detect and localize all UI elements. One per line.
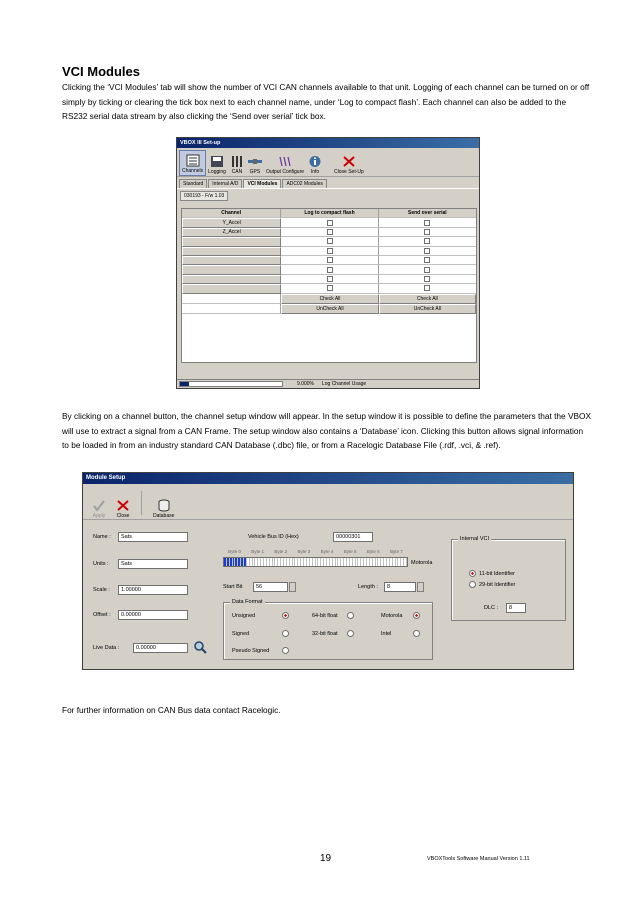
tab-vci-modules[interactable]: VCI Modules xyxy=(243,179,281,188)
channel-button[interactable] xyxy=(182,237,281,246)
tab-adc02-modules[interactable]: ADC02 Modules xyxy=(282,179,326,188)
units-label: Units : xyxy=(93,561,109,567)
bus-id-field[interactable]: 00000301 xyxy=(333,532,373,542)
start-bit-field[interactable]: 56 xyxy=(253,582,288,592)
byte-label: Byte 1 xyxy=(251,549,265,554)
serial-cell xyxy=(379,284,476,293)
name-label: Name : xyxy=(93,534,111,540)
vbox-title: VBOX III Set-up xyxy=(177,138,479,148)
byte-label: Byte 0 xyxy=(228,549,241,554)
log-uncheck-all-button[interactable]: UnCheck All xyxy=(281,304,378,314)
channel-row xyxy=(182,275,476,284)
motorola-radio[interactable] xyxy=(413,612,420,619)
serial-checkbox[interactable] xyxy=(424,257,430,263)
output-icon xyxy=(278,155,292,168)
byte-label: Byte 6 xyxy=(366,549,380,554)
log-cell xyxy=(281,265,378,274)
close-setup-button[interactable] xyxy=(332,150,366,176)
log-checkbox[interactable] xyxy=(327,238,333,244)
log-check-all-button[interactable]: Check All xyxy=(281,294,378,304)
can-icon xyxy=(230,155,244,168)
log-cell xyxy=(281,237,378,246)
magnifier-icon[interactable] xyxy=(193,640,207,654)
name-field[interactable]: Sats xyxy=(118,532,188,542)
can-label: CAN xyxy=(231,169,243,175)
checkmark-icon xyxy=(92,499,106,512)
logging-button[interactable] xyxy=(206,150,228,176)
dlc-label: DLC : xyxy=(484,605,499,611)
channel-button[interactable] xyxy=(182,265,281,274)
serial-cell xyxy=(379,218,476,227)
vbox-toolbar xyxy=(177,148,479,177)
serial-cell xyxy=(379,228,476,237)
grid-button-row xyxy=(182,304,476,314)
setup-paragraph: By clicking on a channel button, the channel setup window will appear. In the setup window it is possible to define the parameters that the VBOX will use to extract a signal from a CAN Frame. The setup window also contains a ‘Database’ icon. Clicking this button allows signal information to be loaded in from an industry standard CAN Database (.dbc) file, or from a Racelogic Database File (.rdf, .vci, & .ref). xyxy=(62,411,592,450)
scale-label: Scale : xyxy=(93,587,110,593)
byte-label: Byte 3 xyxy=(297,549,311,554)
channel-row xyxy=(182,256,476,265)
log-cell xyxy=(281,228,378,237)
close-label: Close xyxy=(116,513,130,519)
log-checkbox[interactable] xyxy=(327,267,333,273)
log-checkbox[interactable] xyxy=(327,220,333,226)
grid-empty-area xyxy=(182,314,476,362)
bus-id-label: Vehicle Bus ID (Hex) xyxy=(248,534,299,540)
internal-vci-group xyxy=(451,536,566,621)
intel-label: Intel xyxy=(381,631,392,637)
id11-label: 11-bit Identifier xyxy=(479,571,515,577)
floppy-icon xyxy=(210,155,224,168)
close-icon xyxy=(342,155,356,168)
id29-radio[interactable] xyxy=(469,581,476,588)
f64-label: 64-bit float xyxy=(312,613,338,619)
channels-label: Channels xyxy=(182,168,204,174)
output-configure-label: Output Configure xyxy=(265,169,305,175)
channel-button[interactable] xyxy=(182,284,281,293)
channel-button[interactable]: Z_Accel xyxy=(182,228,281,237)
length-spinner[interactable] xyxy=(417,582,424,592)
module-setup-window xyxy=(82,472,574,670)
data-format-title: Data Format xyxy=(232,599,263,605)
log-checkbox[interactable] xyxy=(327,257,333,263)
module-subtab[interactable]: 030193 - F/w 1.03 xyxy=(180,191,228,201)
info-icon xyxy=(308,155,322,168)
serial-cell xyxy=(379,237,476,246)
bit-cell[interactable] xyxy=(404,558,407,566)
internal-vci-title: Internal VCI xyxy=(460,536,490,542)
contact-paragraph: For further information on CAN Bus data contact Racelogic. xyxy=(62,705,281,715)
close-setup-label: Close Set-Up xyxy=(334,169,364,175)
dlc-field[interactable]: 8 xyxy=(506,603,526,613)
status-label: Log Channel Usage xyxy=(321,381,367,387)
footer-version: VBOXTools Software Manual Version 1.11 xyxy=(427,856,530,862)
grid-blank xyxy=(182,294,281,304)
bit-order-label: Motorola xyxy=(411,560,433,566)
column-header: Log to compact flash xyxy=(281,209,378,218)
byte-label: Byte 2 xyxy=(274,549,288,554)
start-bit-label: Start Bit xyxy=(223,584,243,590)
pseudo-signed-radio[interactable] xyxy=(282,647,289,654)
vbox-setup-window xyxy=(176,137,480,389)
serial-checkbox[interactable] xyxy=(424,285,430,291)
log-checkbox[interactable] xyxy=(327,276,333,282)
serial-checkbox[interactable] xyxy=(424,248,430,254)
byte-label: Byte 7 xyxy=(390,549,403,554)
database-icon xyxy=(157,499,171,512)
channel-button[interactable] xyxy=(182,247,281,256)
serial-cell xyxy=(379,265,476,274)
unsigned-label: Unsigned xyxy=(232,613,256,619)
status-bar xyxy=(177,379,479,388)
channel-row xyxy=(182,237,476,246)
channel-button[interactable]: Y_Accel xyxy=(182,218,281,227)
database-label: Database xyxy=(153,513,175,519)
f32-radio[interactable] xyxy=(347,630,354,637)
id29-label: 29-bit Identifier xyxy=(479,582,516,588)
signed-radio[interactable] xyxy=(282,630,289,637)
output-configure-button[interactable] xyxy=(264,150,306,176)
log-cell xyxy=(281,218,378,227)
module-setup-title: Module Setup xyxy=(83,473,573,484)
progress-fill xyxy=(180,382,189,386)
apply-label: Apply xyxy=(92,513,106,519)
units-field[interactable]: Sats xyxy=(118,559,188,569)
serial-cell xyxy=(379,247,476,256)
byte-labels xyxy=(223,549,408,554)
live-data-field: 0.00000 xyxy=(133,643,188,653)
channels-icon xyxy=(186,154,200,167)
can-button[interactable] xyxy=(228,150,246,176)
serial-uncheck-all-button[interactable]: UnCheck All xyxy=(379,304,476,314)
column-header: Send over serial xyxy=(379,209,476,218)
offset-label: Offset : xyxy=(93,612,111,618)
offset-field[interactable]: 0.00000 xyxy=(118,610,188,620)
channel-row xyxy=(182,265,476,274)
section-heading: VCI Modules xyxy=(62,64,141,79)
info-label: Info xyxy=(310,169,320,175)
intel-radio[interactable] xyxy=(413,630,420,637)
channel-row xyxy=(182,228,476,237)
data-format-group xyxy=(223,599,433,660)
info-button[interactable] xyxy=(306,150,324,176)
channel-grid xyxy=(181,208,477,363)
start-bit-spinner[interactable] xyxy=(289,582,296,592)
apply-button[interactable] xyxy=(87,487,111,519)
length-field[interactable]: 8 xyxy=(384,582,416,592)
grid-blank xyxy=(182,304,281,314)
serial-checkbox[interactable] xyxy=(424,220,430,226)
log-cell xyxy=(281,275,378,284)
page-number: 19 xyxy=(320,853,332,864)
vbox-tabs xyxy=(177,179,479,189)
signed-label: Signed xyxy=(232,631,250,637)
log-cell xyxy=(281,256,378,265)
serial-cell xyxy=(379,256,476,265)
log-cell xyxy=(281,284,378,293)
channel-row xyxy=(182,284,476,293)
channel-button[interactable] xyxy=(182,256,281,265)
close-button[interactable] xyxy=(111,487,135,519)
status-percent: 9.000% xyxy=(297,381,314,387)
channel-button[interactable] xyxy=(182,275,281,284)
serial-checkbox[interactable] xyxy=(424,229,430,235)
log-checkbox[interactable] xyxy=(327,248,333,254)
module-toolbar xyxy=(83,484,573,520)
f64-radio[interactable] xyxy=(347,612,354,619)
grid-button-row xyxy=(182,294,476,304)
tab-standard[interactable]: Standard xyxy=(179,179,207,188)
length-label: Length : xyxy=(358,584,378,590)
scale-field[interactable]: 1.00000 xyxy=(118,585,188,595)
column-header: Channel xyxy=(182,209,281,218)
unsigned-radio[interactable] xyxy=(282,612,289,619)
toolbar-separator xyxy=(141,491,142,515)
close-icon xyxy=(116,499,130,512)
motorola-label: Motorola xyxy=(381,613,403,619)
serial-cell xyxy=(379,275,476,284)
log-cell xyxy=(281,247,378,256)
serial-checkbox[interactable] xyxy=(424,267,430,273)
id11-radio[interactable] xyxy=(469,570,476,577)
live-data-label: Live Data : xyxy=(93,645,120,651)
tab-internal-ad[interactable]: Internal A/D xyxy=(208,179,242,188)
satellite-icon xyxy=(248,155,262,168)
intro-paragraph: Clicking the ‘VCI Modules’ tab will show the number of VCI CAN channels available to that unit. Logging of each channel can be turned on or off simply by ticking or clearing the tick box next to each channel name, under ‘Log to compact flash’. Each channel can also be added to the RS232 serial data stream by also clicking the ‘Send over serial’ tick box. xyxy=(62,82,590,121)
log-checkbox[interactable] xyxy=(327,229,333,235)
grid-header xyxy=(182,209,476,218)
channels-button[interactable] xyxy=(179,150,206,176)
f32-label: 32-bit float xyxy=(312,631,338,637)
gps-label: GPS xyxy=(249,169,261,175)
serial-checkbox[interactable] xyxy=(424,238,430,244)
gps-button[interactable] xyxy=(246,150,264,176)
pseudo-signed-label: Pseudo Signed xyxy=(232,648,270,654)
bit-selector[interactable] xyxy=(223,557,408,567)
byte-label: Byte 5 xyxy=(343,549,357,554)
log-usage-progress xyxy=(179,381,283,387)
logging-label: Logging xyxy=(208,169,226,175)
database-button[interactable] xyxy=(148,487,179,519)
channel-row xyxy=(182,218,476,227)
channel-row xyxy=(182,247,476,256)
byte-label: Byte 4 xyxy=(320,549,334,554)
serial-checkbox[interactable] xyxy=(424,276,430,282)
serial-check-all-button[interactable]: Check All xyxy=(379,294,476,304)
log-checkbox[interactable] xyxy=(327,285,333,291)
